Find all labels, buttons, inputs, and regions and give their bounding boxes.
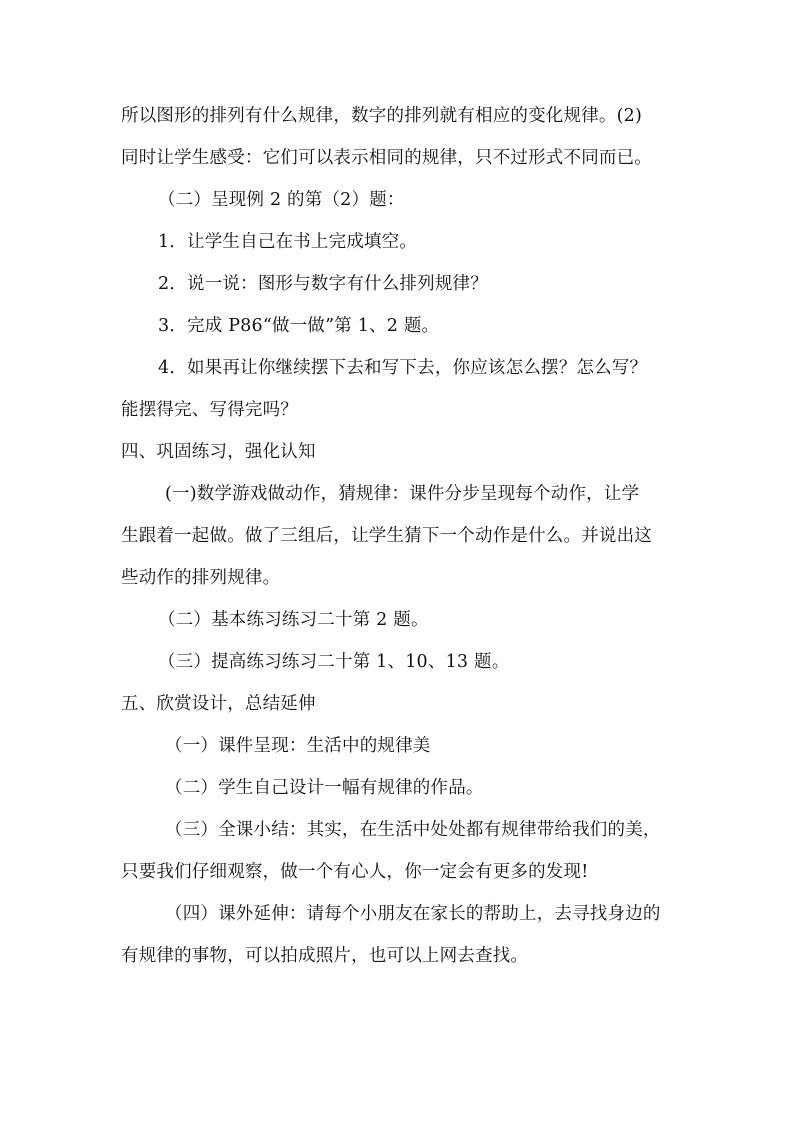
text-line: （二）呈现例 2 的第（2）题：	[158, 190, 405, 210]
text-line: （二）基本练习练习二十第 2 题。	[158, 610, 429, 630]
text-line: 只要我们仔细观察，做一个有心人，你一定会有更多的发现!	[121, 862, 589, 882]
text-line: 能摆得完、写得完吗？	[121, 400, 298, 420]
section-heading: 五、欣赏设计，总结延伸	[121, 694, 316, 714]
text-line: （一）课件呈现：生活中的规律美	[165, 736, 431, 756]
text-line: 所以图形的排列有什么规律，数字的排列就有相应的变化规律。(2)	[121, 106, 642, 126]
text-line: 4．如果再让你继续摆下去和写下去，你应该怎么摆？怎么写？	[158, 358, 648, 378]
text-line: 有规律的事物，可以拍成照片，也可以上网去查找。	[121, 946, 529, 966]
text-line: 些动作的排列规律。	[121, 568, 281, 588]
text-line: （三）提高练习练习二十第 1、10、13 题。	[158, 652, 510, 672]
text-line: 生跟着一起做。做了三组后，让学生猜下一个动作是什么。并说出这	[121, 526, 652, 546]
text-line: (一)数学游戏做动作，猜规律：课件分步呈现每个动作，让学	[165, 484, 640, 504]
text-line: （二）学生自己设计一幅有规律的作品。	[165, 778, 484, 798]
text-line: （三）全课小结：其实，在生活中处处都有规律带给我们的美，	[165, 820, 661, 840]
text-line: 3．完成 P86“做一做”第 1、2 题。	[158, 316, 440, 336]
text-line: 2．说一说：图形与数字有什么排列规律？	[158, 274, 488, 294]
text-line: 同时让学生感受：它们可以表示相同的规律，只不过形式不同而已。	[121, 148, 652, 168]
section-heading: 四、巩固练习，强化认知	[121, 442, 316, 462]
text-line: （四）课外延伸：请每个小朋友在家长的帮助上，去寻找身边的	[165, 904, 661, 924]
text-line: 1．让学生自己在书上完成填空。	[158, 232, 418, 252]
